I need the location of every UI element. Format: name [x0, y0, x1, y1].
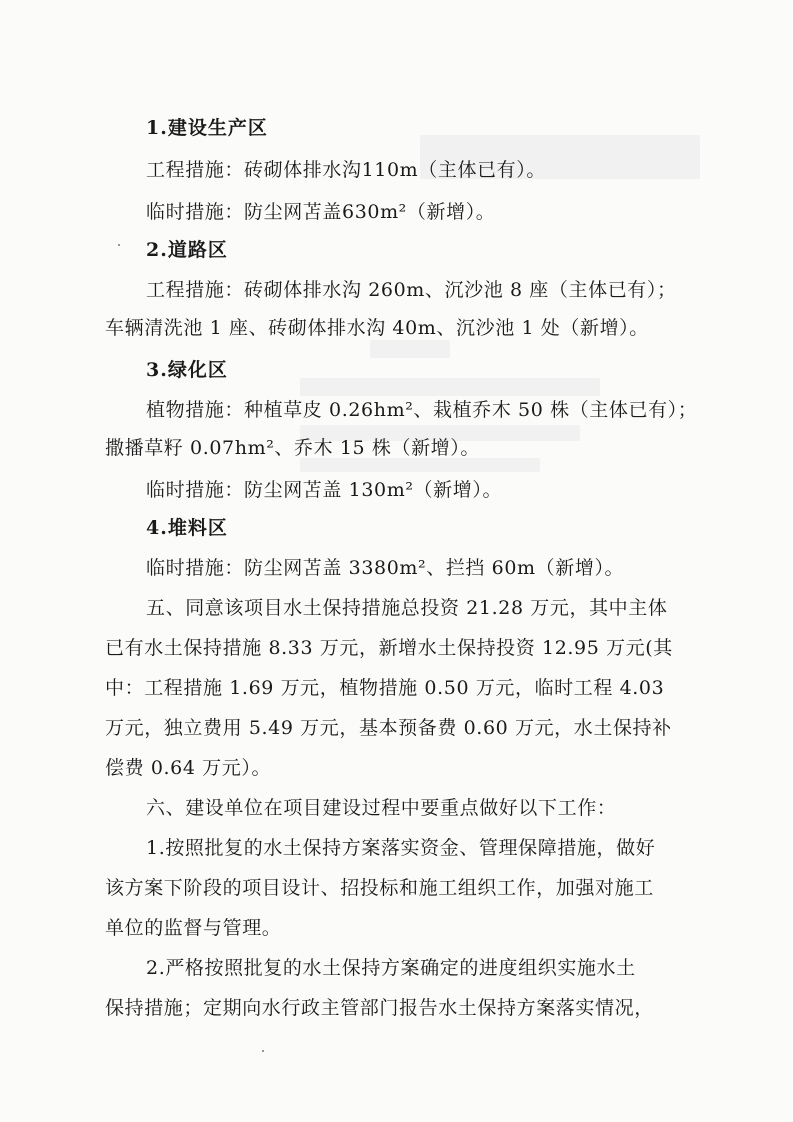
item-2-line-1: 2.严格按照批复的水土保持方案确定的进度组织实施水土 — [146, 957, 636, 979]
item-1-line-3: 单位的监督与管理。 — [105, 917, 282, 939]
section-1-line-1: 工程措施：砖砌体排水沟110m（主体已有）。 — [146, 159, 546, 181]
section-heading-4: 4.堆料区 — [146, 517, 228, 539]
item-1-line-1: 1.按照批复的水土保持方案落实资金、管理保障措施，做好 — [146, 837, 656, 859]
section-1-line-2: 临时措施：防尘网苫盖630m²（新增）。 — [146, 201, 496, 223]
section-2-line-2: 车辆清洗池 1 座、砖砌体排水沟 40m、沉沙池 1 处（新增）。 — [105, 317, 649, 339]
paragraph-5-line-4: 万元，独立费用 5.49 万元，基本预备费 0.60 万元，水土保持补 — [105, 717, 672, 739]
section-3-line-3: 临时措施：防尘网苫盖 130m²（新增）。 — [146, 479, 503, 501]
paragraph-5-line-1: 五、同意该项目水土保持措施总投资 21.28 万元，其中主体 — [146, 597, 668, 619]
item-2-line-2: 保持措施；定期向水行政主管部门报告水土保持方案落实情况， — [105, 997, 654, 1019]
section-2-line-1: 工程措施：砖砌体排水沟 260m、沉沙池 8 座（主体已有）； — [146, 279, 677, 301]
section-heading-1: 1.建设生产区 — [146, 117, 268, 139]
item-1-line-2: 该方案下阶段的项目设计、招投标和施工组织工作，加强对施工 — [105, 877, 654, 899]
section-heading-2: 2.道路区 — [146, 239, 228, 261]
paragraph-5-line-3: 中：工程措施 1.69 万元，植物措施 0.50 万元，临时工程 4.03 — [105, 677, 665, 699]
paragraph-5-line-2: 已有水土保持措施 8.33 万元，新增水土保持投资 12.95 万元(其 — [105, 637, 673, 659]
scan-speck — [262, 1050, 264, 1052]
section-3-line-2: 撒播草籽 0.07hm²、乔木 15 株（新增）。 — [105, 437, 480, 459]
paragraph-6: 六、建设单位在项目建设过程中要重点做好以下工作： — [146, 797, 617, 819]
scan-speck — [118, 244, 120, 246]
section-heading-3: 3.绿化区 — [146, 359, 228, 381]
section-4-line-1: 临时措施：防尘网苫盖 3380m²、拦挡 60m（新增）。 — [146, 557, 625, 579]
paragraph-5-line-5: 偿费 0.64 万元）。 — [105, 757, 272, 779]
section-3-line-1: 植物措施：种植草皮 0.26hm²、栽植乔木 50 株（主体已有）； — [146, 399, 698, 421]
